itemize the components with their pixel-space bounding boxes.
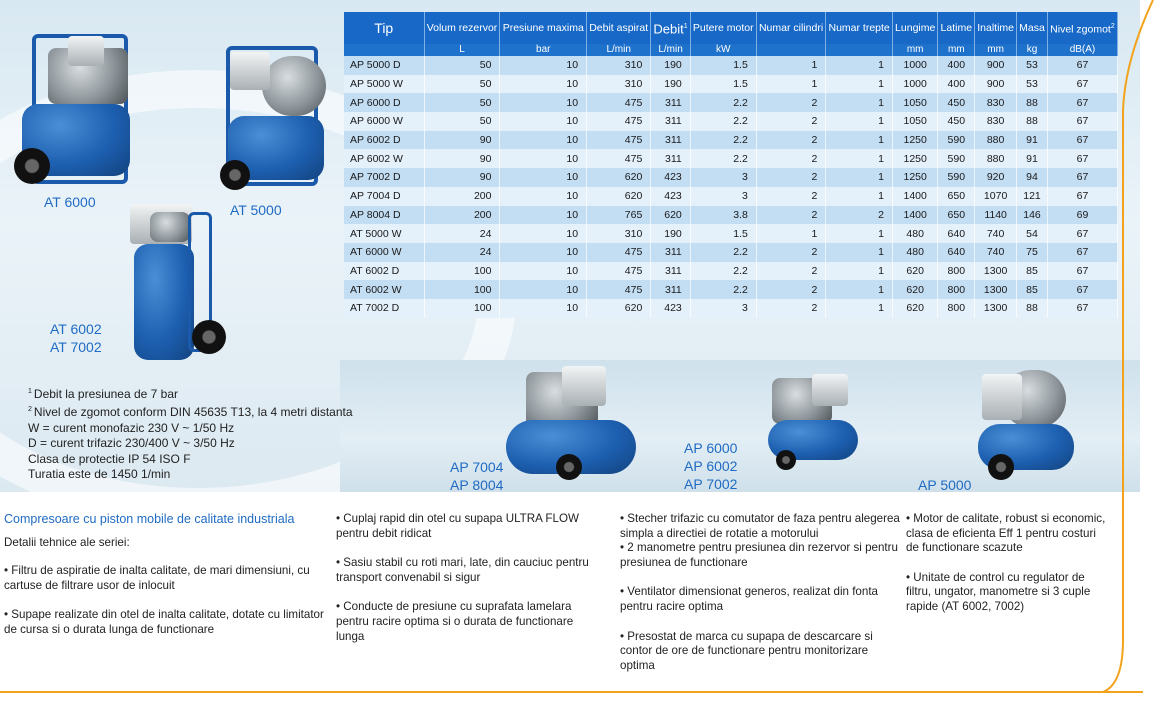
table-cell: 480	[892, 224, 938, 243]
table-cell: 1000	[892, 56, 938, 75]
table-cell: 50	[424, 112, 500, 131]
table-cell: 620	[587, 187, 651, 206]
table-cell: 2.2	[690, 112, 756, 131]
table-cell: 88	[1017, 93, 1048, 112]
footnote-rotation: Turatia este de 1450 1/min	[28, 467, 171, 482]
table-row	[344, 131, 1118, 150]
column-header: Debit aspirat	[587, 12, 651, 44]
table-row	[344, 112, 1118, 131]
model-cell: AT 6002 D	[344, 262, 424, 281]
footnote-d-current: D = curent trifazic 230/400 V ~ 3/50 Hz	[28, 436, 235, 451]
table-cell: 2	[756, 168, 826, 187]
table-cell: 640	[938, 243, 975, 262]
column-unit: mm	[892, 44, 938, 56]
table-cell: 475	[587, 280, 651, 299]
features-subheading: Detalii tehnice ale seriei:	[4, 535, 130, 549]
bottom-orange-line	[0, 691, 1143, 693]
model-cell: AP 8004 D	[344, 206, 424, 225]
table-cell: 10	[500, 187, 587, 206]
table-cell: 1	[826, 243, 893, 262]
column-unit: mm	[938, 44, 975, 56]
table-cell: 2	[756, 93, 826, 112]
table-cell: 2	[756, 187, 826, 206]
table-cell: 310	[587, 224, 651, 243]
table-cell: 740	[975, 224, 1017, 243]
table-cell: 640	[938, 224, 975, 243]
table-cell: 67	[1047, 299, 1117, 318]
table-cell: 423	[651, 187, 690, 206]
table-cell: 10	[500, 93, 587, 112]
table-cell: 475	[587, 112, 651, 131]
table-cell: 24	[424, 224, 500, 243]
table-cell: 1300	[975, 280, 1017, 299]
table-cell: 2	[756, 206, 826, 225]
table-cell: 1	[826, 149, 893, 168]
footnote-1: $^1$ Debit la presiunea de 7 bar	[28, 387, 178, 401]
table-cell: 765	[587, 206, 651, 225]
compressor-ap5000-image	[968, 368, 1080, 484]
table-cell: 1.5	[690, 75, 756, 94]
table-cell: 67	[1047, 262, 1117, 281]
column-unit: L/min	[651, 44, 690, 56]
table-cell: 1.5	[690, 224, 756, 243]
table-cell: 650	[938, 206, 975, 225]
table-cell: 620	[892, 280, 938, 299]
feature-item: • Filtru de aspiratie de inalta calitate, de mari dimensiuni, cu cartuse de filtrare usor de inlocuit	[4, 564, 310, 592]
table-cell: 10	[500, 75, 587, 94]
feature-item: • 2 manometre pentru presiunea din rezervor si pentru presiunea de functionare	[620, 541, 898, 569]
table-cell: 1	[826, 75, 893, 94]
compressor-at6002-image	[120, 204, 230, 364]
table-cell: 88	[1017, 299, 1048, 318]
label-at6002: AT 6002	[50, 321, 102, 337]
table-cell: 67	[1047, 75, 1117, 94]
feature-item: • Stecher trifazic cu comutator de faza pentru alegerea simpla a directiei de rotatie a motorului	[620, 512, 900, 540]
table-row	[344, 56, 1118, 75]
table-cell: 1140	[975, 206, 1017, 225]
table-cell: 475	[587, 93, 651, 112]
table-cell: 1	[826, 280, 893, 299]
column-header: Nivel zgomot$^2$	[1047, 12, 1117, 44]
column-header: Numar trepte	[826, 12, 893, 44]
label-at5000: AT 5000	[230, 202, 282, 218]
table-cell: 10	[500, 299, 587, 318]
table-row	[344, 299, 1118, 318]
table-cell: 2.2	[690, 280, 756, 299]
table-cell: 3	[690, 187, 756, 206]
table-row	[344, 187, 1118, 206]
model-cell: AP 5000 D	[344, 56, 424, 75]
table-cell: 475	[587, 262, 651, 281]
column-unit: L/min	[587, 44, 651, 56]
table-cell: 67	[1047, 187, 1117, 206]
table-cell: 450	[938, 112, 975, 131]
column-header: Debit$^1$	[651, 12, 690, 44]
table-cell: 620	[892, 299, 938, 318]
table-cell: 311	[651, 262, 690, 281]
feature-item: • Conducte de presiune cu suprafata lamelara pentru racire optima si o durata de functionare lunga	[336, 600, 574, 643]
footnote-protection: Clasa de protectie IP 54 ISO F	[28, 451, 191, 466]
feature-item: • Motor de calitate, robust si economic, clasa de eficienta Eff 1 pentru costuri de functionare scazute	[906, 512, 1106, 555]
column-header: Volum rezervor	[424, 12, 500, 44]
table-cell: 91	[1017, 149, 1048, 168]
table-row	[344, 149, 1118, 168]
model-cell: AT 7002 D	[344, 299, 424, 318]
model-cell: AP 6002 W	[344, 149, 424, 168]
table-cell: 2	[756, 149, 826, 168]
table-row	[344, 224, 1118, 243]
table-cell: 10	[500, 168, 587, 187]
column-unit: mm	[975, 44, 1017, 56]
table-cell: 1400	[892, 206, 938, 225]
table-cell: 90	[424, 131, 500, 150]
column-unit: kg	[1017, 44, 1048, 56]
column-unit: dB(A)	[1047, 44, 1117, 56]
model-cell: AP 5000 W	[344, 75, 424, 94]
table-cell: 91	[1017, 131, 1048, 150]
table-cell: 2.2	[690, 149, 756, 168]
table-cell: 480	[892, 243, 938, 262]
feature-item: • Presostat de marca cu supapa de descarcare si contor de ore de functionare pentru monitorizare optima	[620, 629, 873, 672]
table-cell: 190	[651, 75, 690, 94]
table-cell: 2	[756, 262, 826, 281]
column-unit: bar	[500, 44, 587, 56]
table-cell: 2	[756, 112, 826, 131]
model-cell: AP 6002 D	[344, 131, 424, 150]
feature-item: • Cuplaj rapid din otel cu supapa ULTRA FLOW pentru debit ridicat	[336, 512, 579, 540]
model-cell: AP 7004 D	[344, 187, 424, 206]
table-cell: 740	[975, 243, 1017, 262]
table-cell: 590	[938, 149, 975, 168]
table-cell: 146	[1017, 206, 1048, 225]
specifications-table	[344, 12, 1118, 318]
table-cell: 24	[424, 243, 500, 262]
table-cell: 400	[938, 56, 975, 75]
table-cell: 620	[587, 168, 651, 187]
table-cell: 50	[424, 75, 500, 94]
table-cell: 200	[424, 187, 500, 206]
table-row	[344, 243, 1118, 262]
features-column-4	[906, 512, 1112, 630]
table-cell: 311	[651, 149, 690, 168]
table-cell: 650	[938, 187, 975, 206]
table-cell: 10	[500, 56, 587, 75]
column-unit	[756, 44, 826, 56]
table-cell: 3	[690, 299, 756, 318]
table-cell: 10	[500, 262, 587, 281]
table-cell: 1	[756, 56, 826, 75]
table-cell: 100	[424, 262, 500, 281]
features-column-2	[336, 512, 598, 659]
column-header: Inaltime	[975, 12, 1017, 44]
table-cell: 310	[587, 56, 651, 75]
compressor-ap7004-image	[502, 366, 642, 484]
table-cell: 590	[938, 131, 975, 150]
features-column-3	[620, 512, 900, 688]
table-cell: 830	[975, 93, 1017, 112]
table-cell: 2	[756, 131, 826, 150]
table-cell: 800	[938, 299, 975, 318]
table-cell: 67	[1047, 243, 1117, 262]
table-row	[344, 262, 1118, 281]
table-cell: 311	[651, 93, 690, 112]
feature-item: • Ventilator dimensionat generos, realizat din fonta pentru racire optima	[620, 585, 878, 613]
column-header: Tip	[344, 12, 424, 44]
table-row	[344, 168, 1118, 187]
footnotes	[28, 384, 353, 482]
table-body	[344, 56, 1118, 318]
table-cell: 121	[1017, 187, 1048, 206]
column-unit: L	[424, 44, 500, 56]
table-cell: 1.5	[690, 56, 756, 75]
table-cell: 475	[587, 243, 651, 262]
table-cell: 53	[1017, 56, 1048, 75]
table-cell: 67	[1047, 131, 1117, 150]
table-header-row	[344, 12, 1118, 44]
table-cell: 1300	[975, 299, 1017, 318]
table-cell: 10	[500, 224, 587, 243]
table-cell: 475	[587, 149, 651, 168]
column-unit	[826, 44, 893, 56]
column-header: Presiune maxima	[500, 12, 587, 44]
table-cell: 2.2	[690, 243, 756, 262]
table-cell: 3	[690, 168, 756, 187]
table-cell: 450	[938, 93, 975, 112]
table-cell: 2	[756, 280, 826, 299]
table-cell: 800	[938, 262, 975, 281]
footnote-2: $^2$ Nivel de zgomot conform DIN 45635 T13, la 4 metri distanta	[28, 405, 353, 420]
column-header: Lungime	[892, 12, 938, 44]
table-cell: 69	[1047, 206, 1117, 225]
column-header: Putere motor	[690, 12, 756, 44]
table-cell: 90	[424, 168, 500, 187]
table-row	[344, 75, 1118, 94]
table-cell: 2	[756, 299, 826, 318]
column-header: Numar cilindri	[756, 12, 826, 44]
table-cell: 830	[975, 112, 1017, 131]
table-cell: 1	[826, 93, 893, 112]
table-cell: 10	[500, 206, 587, 225]
label-at7002: AT 7002	[50, 339, 102, 355]
table-cell: 590	[938, 168, 975, 187]
table-cell: 620	[587, 299, 651, 318]
table-cell: 2.2	[690, 131, 756, 150]
table-cell: 1	[756, 75, 826, 94]
table-cell: 920	[975, 168, 1017, 187]
column-header: Latime	[938, 12, 975, 44]
table-cell: 2	[826, 206, 893, 225]
table-cell: 1	[756, 224, 826, 243]
table-cell: 1250	[892, 168, 938, 187]
table-cell: 67	[1047, 93, 1117, 112]
table-cell: 94	[1017, 168, 1048, 187]
table-cell: 67	[1047, 56, 1117, 75]
table-cell: 90	[424, 149, 500, 168]
table-cell: 620	[651, 206, 690, 225]
table-cell: 190	[651, 224, 690, 243]
feature-item: • Sasiu stabil cu roti mari, late, din cauciuc pentru transport convenabil si sigur	[336, 556, 589, 584]
table-cell: 311	[651, 131, 690, 150]
feature-item: • Supape realizate din otel de inalta calitate, dotate cu limitator de cursa si o durata lunga de functionare	[4, 608, 324, 636]
table-unit-row	[344, 44, 1118, 56]
label-ap5000: AP 5000	[918, 477, 972, 492]
table-cell: 67	[1047, 224, 1117, 243]
table-cell: 50	[424, 56, 500, 75]
table-cell: 1	[826, 262, 893, 281]
table-cell: 311	[651, 280, 690, 299]
table-cell: 85	[1017, 262, 1048, 281]
table-cell: 53	[1017, 75, 1048, 94]
table-cell: 900	[975, 75, 1017, 94]
table-cell: 85	[1017, 280, 1048, 299]
table-cell: 10	[500, 112, 587, 131]
compressor-at5000-image	[208, 38, 328, 188]
table-cell: 400	[938, 75, 975, 94]
table-cell: 423	[651, 299, 690, 318]
table-cell: 2	[756, 243, 826, 262]
table-cell: 75	[1017, 243, 1048, 262]
table-cell: 1300	[975, 262, 1017, 281]
label-ap8004: AP 8004	[450, 477, 504, 492]
table-cell: 1250	[892, 131, 938, 150]
table-cell: 1	[826, 224, 893, 243]
table-cell: 1050	[892, 93, 938, 112]
table-cell: 1	[826, 112, 893, 131]
compressor-at6000-image	[8, 28, 138, 188]
table-cell: 475	[587, 131, 651, 150]
table-cell: 200	[424, 206, 500, 225]
label-ap7002: AP 7002	[684, 476, 738, 492]
table-cell: 54	[1017, 224, 1048, 243]
table-cell: 900	[975, 56, 1017, 75]
table-cell: 880	[975, 131, 1017, 150]
table-row	[344, 206, 1118, 225]
table-cell: 100	[424, 280, 500, 299]
label-at6000: AT 6000	[44, 194, 96, 210]
table-row	[344, 280, 1118, 299]
table-cell: 67	[1047, 112, 1117, 131]
table-cell: 311	[651, 112, 690, 131]
table-cell: 3.8	[690, 206, 756, 225]
table-cell: 1250	[892, 149, 938, 168]
table-cell: 1	[826, 187, 893, 206]
label-ap7004: AP 7004	[450, 459, 504, 475]
column-unit: kW	[690, 44, 756, 56]
column-unit	[344, 44, 424, 56]
table-cell: 310	[587, 75, 651, 94]
model-cell: AT 5000 W	[344, 224, 424, 243]
table-cell: 10	[500, 280, 587, 299]
footnote-w-current: W = curent monofazic 230 V ~ 1/50 Hz	[28, 420, 235, 435]
table-cell: 311	[651, 243, 690, 262]
table-row	[344, 93, 1118, 112]
table-cell: 10	[500, 149, 587, 168]
table-cell: 67	[1047, 168, 1117, 187]
table-cell: 800	[938, 280, 975, 299]
table-cell: 1	[826, 168, 893, 187]
table-cell: 880	[975, 149, 1017, 168]
label-ap6000: AP 6000	[684, 440, 738, 456]
table-cell: 1400	[892, 187, 938, 206]
table-cell: 1	[826, 56, 893, 75]
table-cell: 10	[500, 243, 587, 262]
table-cell: 2.2	[690, 262, 756, 281]
table-cell: 620	[892, 262, 938, 281]
table-cell: 67	[1047, 149, 1117, 168]
model-cell: AP 7002 D	[344, 168, 424, 187]
table-cell: 1050	[892, 112, 938, 131]
features-heading: Compresoare cu piston mobile de calitate industriala	[4, 512, 295, 526]
label-ap6002: AP 6002	[684, 458, 738, 474]
model-cell: AT 6002 W	[344, 280, 424, 299]
table-cell: 2.2	[690, 93, 756, 112]
table-cell: 1	[826, 131, 893, 150]
table-cell: 10	[500, 131, 587, 150]
features-column-1	[4, 512, 330, 653]
table-cell: 190	[651, 56, 690, 75]
table-cell: 1070	[975, 187, 1017, 206]
column-header: Masa	[1017, 12, 1048, 44]
model-cell: AP 6000 W	[344, 112, 424, 131]
feature-item: • Unitate de control cu regulator de filtru, ungator, manometre si 3 cuple rapide (AT 6002, 7002)	[906, 570, 1091, 613]
table-cell: 88	[1017, 112, 1048, 131]
model-cell: AT 6000 W	[344, 243, 424, 262]
table-cell: 1000	[892, 75, 938, 94]
table-cell: 67	[1047, 280, 1117, 299]
compressor-ap6000-image	[762, 374, 862, 474]
table-cell: 50	[424, 93, 500, 112]
table-cell: 423	[651, 168, 690, 187]
table-cell: 100	[424, 299, 500, 318]
table-cell: 1	[826, 299, 893, 318]
model-cell: AP 6000 D	[344, 93, 424, 112]
